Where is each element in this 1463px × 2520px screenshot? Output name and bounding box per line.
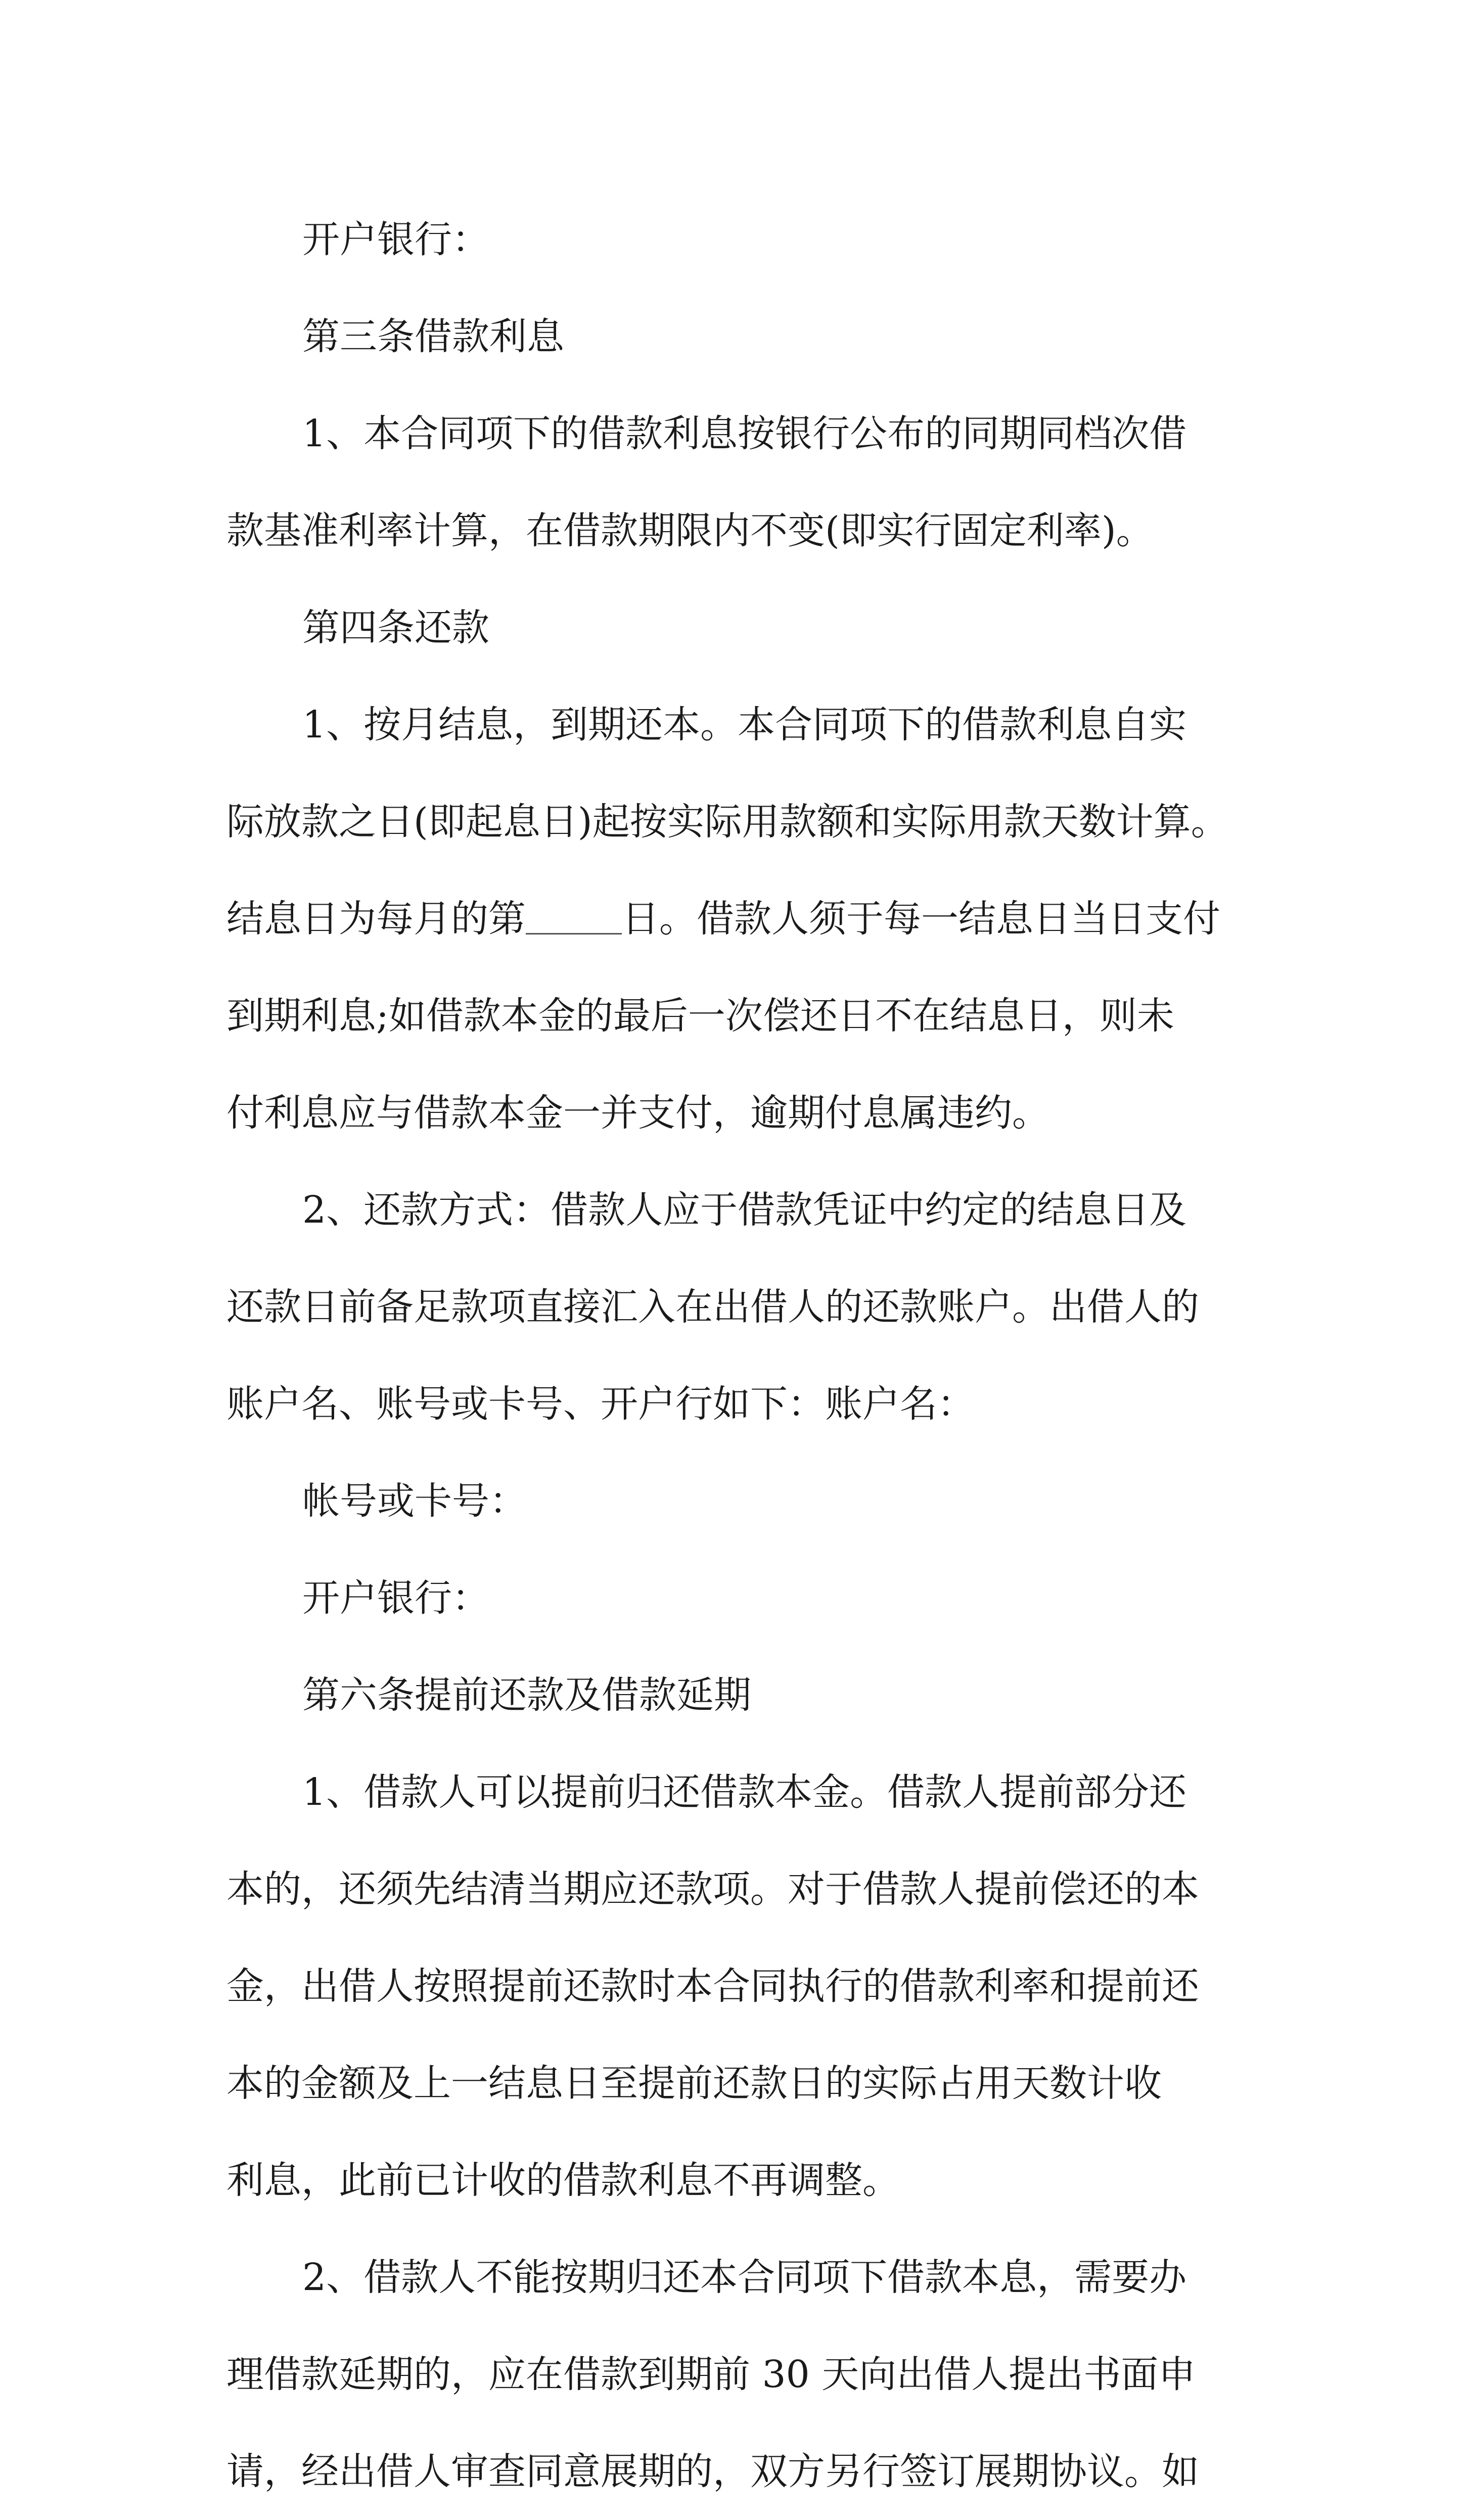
line-repay-5: 付利息应与借款本金一并支付，逾期付息属违约。 — [226, 1091, 1049, 1135]
line-extension-2: 理借款延期的，应在借款到期前 30 天向出借人提出书面申 — [226, 2353, 1196, 2396]
line-prepay-3: 金，出借人按照提前还款时本合同执行的借款利率和提前还 — [226, 1965, 1199, 2008]
line-method-2: 还款日前备足款项直接汇入在出借人的还款账户。出借人的 — [226, 1285, 1199, 1329]
line-method-3: 账户名、账号或卡号、开户行如下：账户名： — [226, 1382, 975, 1426]
line-repay-3-after: 日。借款人须于每一结息日当日支付 — [622, 897, 1220, 941]
line-repay-4: 到期利息;如借款本金的最后一次偿还日不在结息日，则未 — [226, 994, 1174, 1038]
line-bank-label-1: 开户银行： — [302, 218, 489, 261]
line-interest-1: 1、本合同项下的借款利息按银行公布的同期同档次借 — [302, 412, 1187, 455]
document-body — [226, 191, 1238, 2520]
line-extension-3: 请，经出借人审查同意展期的，双方另行签订展期协议。如 — [226, 2450, 1199, 2493]
line-prepay-1: 1、借款人可以提前归还借款本金。借款人提前部分还 — [302, 1770, 1187, 1814]
line-prepay-2: 本的，还须先结清当期应还款项。对于借款人提前偿还的本 — [226, 1868, 1199, 1911]
line-repay-3-before: 结息日为每月的第 — [226, 897, 526, 941]
line-bank-label-2: 开户银行： — [302, 1576, 489, 1620]
line-repay-1: 1、按月结息，到期还本。本合同项下的借款利息自实 — [302, 703, 1187, 746]
line-method-1: 2、还款方式：借款人应于借款凭证中约定的结息日及 — [302, 1188, 1187, 1232]
blank-underline — [526, 896, 622, 935]
heading-article-4: 第四条还款 — [302, 606, 489, 649]
line-extension-1: 2、借款人不能按期归还本合同项下借款本息，需要办 — [302, 2256, 1187, 2299]
line-prepay-5: 利息，此前已计收的借款利息不再调整。 — [226, 2159, 900, 2202]
line-account-number-label: 帐号或卡号： — [302, 1479, 527, 1523]
line-repay-2: 际放款之日(即起息日)起按实际用款额和实际用款天数计算。 — [226, 800, 1228, 844]
heading-article-6: 第六条提前还款及借款延期 — [302, 1673, 751, 1717]
line-interest-2: 款基准利率计算，在借款期限内不变(即实行固定利率)。 — [226, 509, 1154, 552]
line-prepay-4: 本的金额及上一结息日至提前还款日的实际占用天数计收 — [226, 2062, 1162, 2105]
line-repay-3 — [226, 870, 1238, 967]
heading-article-3: 第三条借款利息 — [302, 315, 564, 358]
